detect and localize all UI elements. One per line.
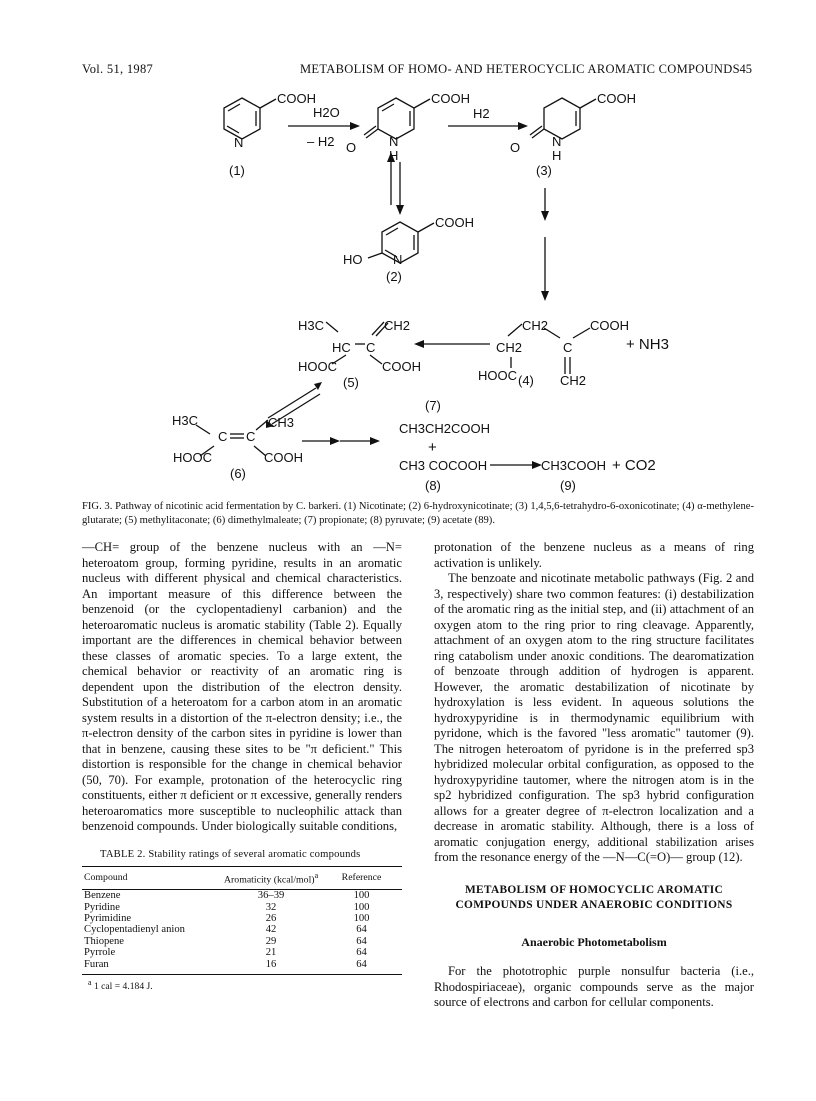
journal-volume: Vol. 51, 1987: [82, 62, 154, 76]
figure-3-pathway: [0, 0, 816, 500]
label-n-2: N: [393, 252, 403, 267]
label-h3c-6: H3C: [172, 413, 199, 428]
label-h-pyridone: H: [389, 148, 399, 163]
table-cell: 64: [356, 947, 367, 959]
table-footnote: $^a$ 1 cal = 4.184 J.: [88, 978, 153, 993]
label-acetate: CH3COOH: [541, 458, 607, 473]
table-cell: 32: [265, 901, 277, 913]
label-n-3: N: [552, 134, 562, 149]
table-title: TABLE 2. Stability ratings of several aromatic compounds: [100, 849, 361, 860]
stability-table: [82, 866, 402, 975]
label-hooc-4: HOOC: [478, 368, 517, 383]
section-heading: METABOLISM OF HOMOCYCLIC AROMATIC COMPOUNDS UNDER ANAEROBIC CONDITIONS: [455, 884, 733, 911]
label-compound-4: (4): [518, 373, 534, 388]
paragraph-pathways: The benzoate and nicotinate metabolic pathways (Fig. 2 and 3, respectively) share two common features: (i) destabilization of the aromatic ring as the initial step, and (ii) attachment of an oxygen atom to the ring prior to ring cleavage. Apparently, attachment of an oxygen atom to the ring structure facilitates ring catabolism under anoxic conditions. The dearomatization of benzoate through addition of hydrogen is apparent. However, the aromatic destabilization of nicotinate by hydroxylation is less evident. In aqueous solutions the hydroxypyridine is in thermodynamic equilibrium with pyridone, which is the favored "less aromatic" tautomer (9). The nitrogen heteroatom of pyridone is in the preferred sp3 hybridized molecular orbital configuration, as opposed to the hydroxypyridine tautomer, where the nitrogen atom is in the sp2 hybridized configuration. The sp3 hybrid configuration allows for a greater degree of π-electron localization and a decrease in aromatic stability. Although, there is a loss of aromatic conjugation energy, additional stabilization arises from the resonance energy of the —N—C(=O)— group (12).: [434, 571, 754, 864]
table-cell: Furan: [84, 958, 109, 970]
label-co2: + CO2: [612, 457, 656, 474]
table-row: [82, 947, 402, 958]
label-hooc-6: HOOC: [173, 450, 212, 465]
table-cell: 64: [356, 924, 367, 936]
table-header-row: [82, 867, 402, 890]
label-cooh-pyridone: COOH: [431, 91, 470, 106]
label-ch2-4a: CH2: [522, 318, 549, 333]
running-title: METABOLISM OF HOMO- AND HETEROCYCLIC AROMATIC COMPOUNDS: [300, 62, 740, 76]
label-cooh-3: COOH: [597, 91, 636, 106]
nicotinate-ring: [224, 98, 260, 139]
column-header-compound: Compound: [84, 872, 128, 884]
label-cooh-6: COOH: [264, 450, 303, 465]
page-number: 45: [739, 62, 752, 76]
table-cell: 100: [353, 901, 370, 913]
label-h2: H2: [473, 106, 490, 121]
label-ch3-6: CH3: [268, 415, 295, 430]
label-hooc-5: HOOC: [298, 359, 337, 374]
label-compound-3: (3): [536, 163, 552, 178]
table-cell: 36–39: [257, 890, 285, 902]
photometabolism-text: [434, 964, 754, 1011]
table-cell: Benzene: [84, 890, 121, 902]
pyridone-ring: [378, 98, 414, 139]
paragraph-aromatic-stability: —CH= group of the benzene nucleus with an —N= heteroatom group, forming pyridine, results in an aromatic nucleus with different physical and chemical characteristics. An important measure of this difference between the benzenoid (or the cyclopentadienyl carbanion) and the heteroaromatic nucleus is aromatic stability (Table 2). Equally important are the differences in chemical behavior between these classes of aromatic species. To a large extent, the chemical behavior or reactivity of an aromatic ring is dependent upon the distribution of the electron density. Substitution of a heteroatom for a carbon atom in an aromatic system results in a distortion of the π-electron density; i.e., the π-electron density of the carbon sites in pyridine is lower than that in benzene, causing these sites to be "π deficient." This distortion is responsible for the change in chemical behavior (50, 70). For example, protonation of the heterocyclic ring constituents, either π deficient or π excessive, generally renders heteroaromatics more susceptible to nucleophilic attack than benzenoid compounds. Under biologically suitable conditions,: [82, 540, 402, 833]
figure-caption: FIG. 3. Pathway of nicotinic acid fermentation by C. barkeri. (1) Nicotinate; (2) 6-hydroxynicotinate; (3) 1,4,5,6-tetrahydro-6-oxonicotinate; (4) α-methylene-glutarate; (5) methylitaconate; (6) dimethylmaleate; (7) propionate; (8) pyruvate; (9) acetate (89).: [82, 501, 754, 526]
table-cell: 21: [265, 947, 277, 959]
table-row: [82, 936, 402, 947]
paragraph-photometabolism: For the phototrophic purple nonsulfur bacteria (i.e., Rhodospiriaceae), organic compounds serve as the major source of electrons and carbon for cellular components.: [434, 964, 754, 1009]
label-propionate: CH3CH2COOH: [399, 421, 491, 436]
table-row: [82, 913, 402, 924]
table-row: [82, 902, 402, 913]
label-cooh-1: COOH: [277, 91, 316, 106]
column-header-aromaticity: Aromaticity (kcal/mol)$^a$: [223, 871, 319, 886]
label-hc-5: HC: [332, 340, 351, 355]
table-cell: 64: [356, 935, 367, 947]
column-header-reference: Reference: [341, 872, 382, 884]
left-column-text: [82, 540, 402, 835]
table-cell: 42: [265, 924, 277, 936]
label-compound-1: (1): [229, 163, 245, 178]
subsection-heading: Anaerobic Photometabolism: [521, 935, 667, 949]
label-ho-2: HO: [343, 252, 363, 267]
label-o-pyridone: O: [346, 140, 357, 155]
table-cell: 100: [353, 913, 370, 925]
label-c-6b: C: [246, 429, 256, 444]
label-cooh-2: COOH: [435, 215, 474, 230]
table-row: [82, 959, 402, 975]
label-h3c-5: H3C: [298, 318, 325, 333]
table-cell: Thiopene: [84, 935, 125, 947]
label-nh3: + NH3: [626, 336, 669, 353]
table-cell: 100: [353, 890, 370, 902]
table-row: [82, 890, 402, 902]
table-cell: 26: [265, 913, 277, 925]
footnote-mark: a: [88, 978, 92, 987]
table-cell: 64: [356, 958, 367, 970]
label-cooh-4: COOH: [590, 318, 629, 333]
label-c-6a: C: [218, 429, 228, 444]
label-minus-h2: – H2: [307, 134, 335, 149]
label-ch2-4b: CH2: [496, 340, 523, 355]
table-cell: Pyrimidine: [84, 913, 132, 925]
label-o-3: O: [510, 140, 521, 155]
label-compound-5: (5): [343, 375, 359, 390]
table-cell: Pyridine: [84, 901, 120, 913]
table-cell: 29: [265, 935, 277, 947]
label-compound-8: (8): [425, 478, 441, 493]
label-c-5: C: [366, 340, 376, 355]
table-row: [82, 924, 402, 935]
table-cell: Pyrrole: [84, 947, 116, 959]
label-plus: +: [428, 439, 437, 456]
table-cell: Cyclopentadienyl anion: [84, 924, 185, 936]
paragraph-protonation: protonation of the benzene nucleus as a means of ring activation is unlikely.: [434, 540, 754, 570]
label-c-4: C: [563, 340, 573, 355]
table-cell: 16: [265, 958, 277, 970]
label-h-3: H: [552, 148, 562, 163]
header-footnote-mark: a: [314, 871, 319, 880]
right-column-text: [434, 540, 754, 866]
label-pyruvate: CH3 COCOOH: [399, 458, 488, 473]
label-compound-7: (7): [425, 398, 441, 413]
label-cooh-5: COOH: [382, 359, 421, 374]
label-compound-6: (6): [230, 466, 246, 481]
label-ch2-5: CH2: [384, 318, 411, 333]
tetrahydro-ring: [544, 98, 580, 139]
label-n-pyridone: N: [389, 134, 399, 149]
label-compound-9: (9): [560, 478, 576, 493]
label-h2o: H2O: [313, 105, 340, 120]
label-n-1: N: [234, 135, 244, 150]
label-compound-2: (2): [386, 269, 402, 284]
label-ch2-4c: CH2: [560, 373, 587, 388]
